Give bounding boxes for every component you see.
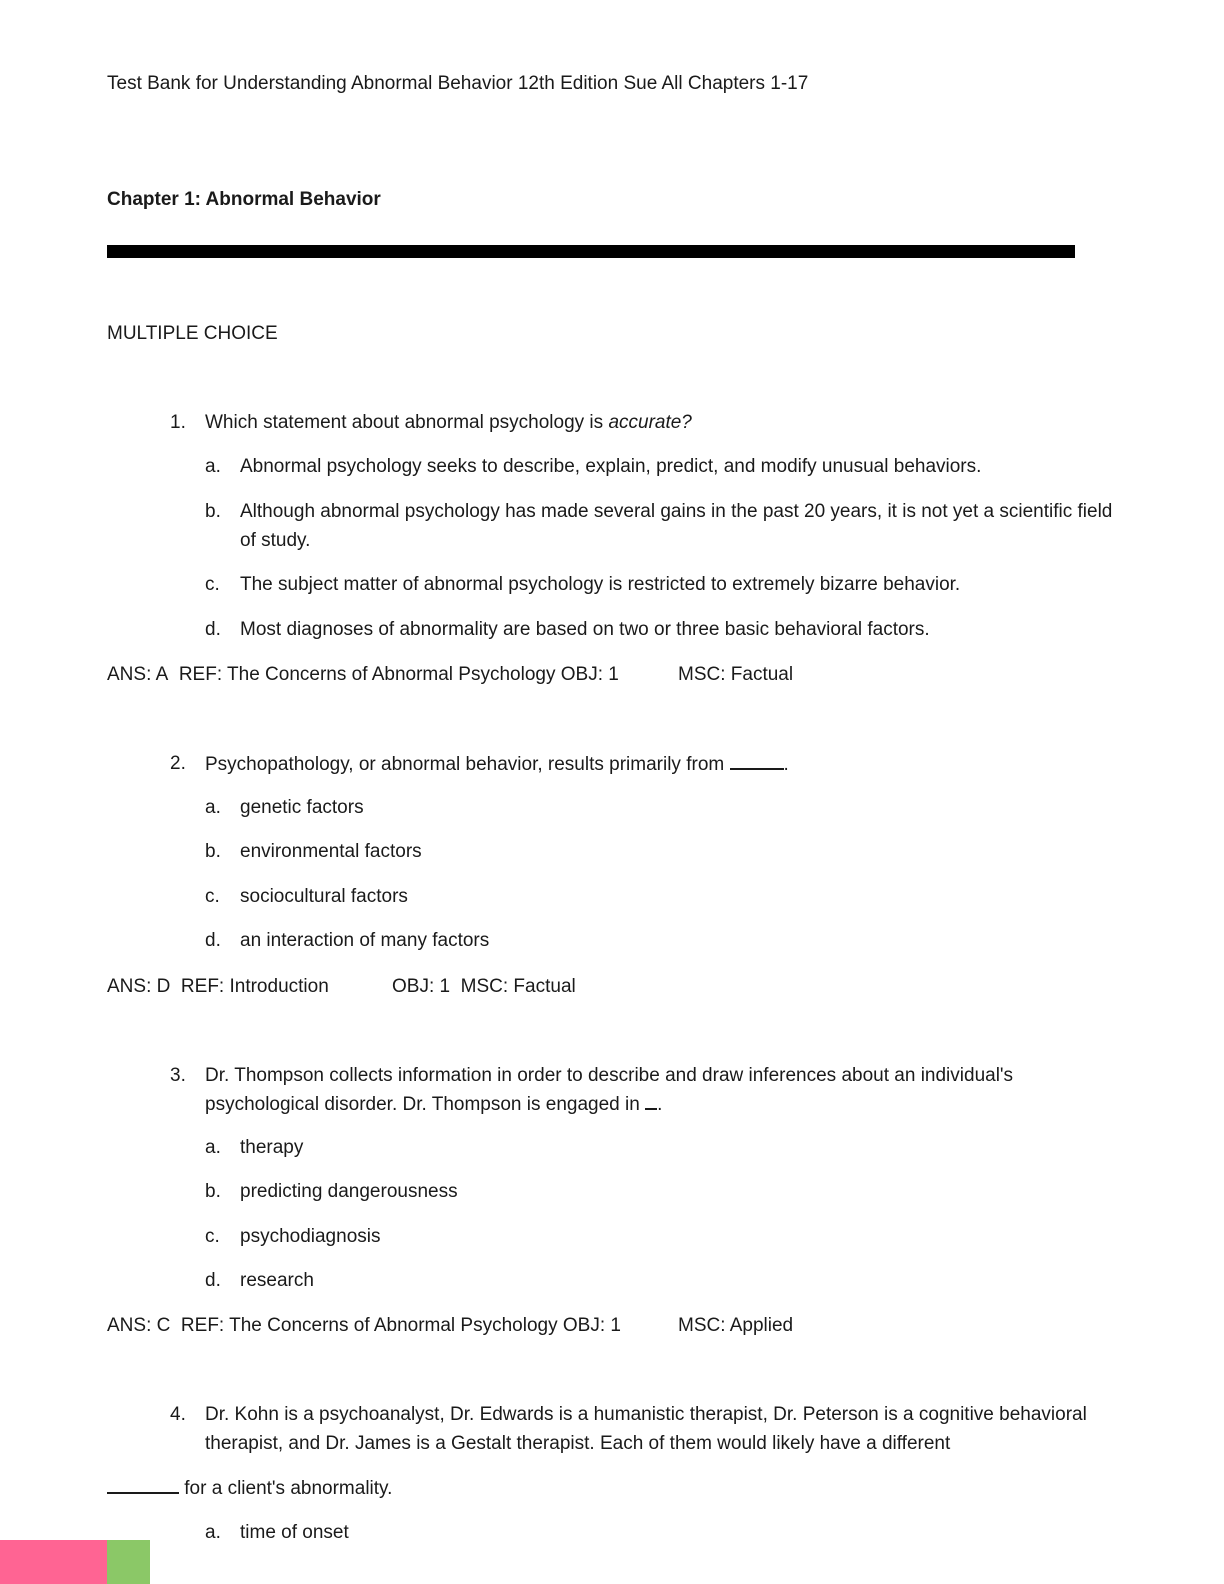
option-text: The subject matter of abnormal psychology is restricted to extremely bizarre behavior. xyxy=(240,574,961,595)
option-letter: d. xyxy=(205,930,221,951)
answer-key: ANS: A REF: The Concerns of Abnormal Psychology OBJ: 1 xyxy=(107,664,619,685)
option-letter: d. xyxy=(205,1270,221,1291)
option-letter: d. xyxy=(205,619,221,640)
document-header: Test Bank for Understanding Abnormal Behavior 12th Edition Sue All Chapters 1-17 xyxy=(107,73,809,94)
option-letter: a. xyxy=(205,456,221,477)
option-letter: b. xyxy=(205,841,221,862)
option-letter: b. xyxy=(205,1181,221,1202)
option-text: Most diagnoses of abnormality are based on two or three basic behavioral factors. xyxy=(240,619,930,640)
option-text: Although abnormal psychology has made several gains in the past 20 years, it is not yet a scientific field of study. xyxy=(240,501,1113,551)
question-text-line1: Dr. Kohn is a psychoanalyst, Dr. Edwards is a humanistic therapist, Dr. Peterson is a cognitive behavioral xyxy=(205,1404,1087,1425)
answer-obj: OBJ: 1 MSC: Factual xyxy=(392,976,576,997)
option-text: an interaction of many factors xyxy=(240,930,490,951)
question-number: 1. xyxy=(170,412,186,433)
option-letter: a. xyxy=(205,1137,221,1158)
option-text: psychodiagnosis xyxy=(240,1226,381,1247)
question-text-line1: Dr. Thompson collects information in order to describe and draw inferences about an individual's xyxy=(205,1065,1014,1086)
option-text: time of onset xyxy=(240,1522,349,1543)
option-text: therapy xyxy=(240,1137,304,1158)
section-title: MULTIPLE CHOICE xyxy=(107,323,278,344)
option-text: predicting dangerousness xyxy=(240,1181,458,1202)
question-text-line3: for a client's abnormality. xyxy=(107,1477,392,1500)
chapter-title: Chapter 1: Abnormal Behavior xyxy=(107,189,381,210)
question-text: Psychopathology, or abnormal behavior, results primarily from . xyxy=(205,754,789,775)
option-text: Abnormal psychology seeks to describe, explain, predict, and modify unusual behaviors. xyxy=(240,456,982,477)
option-letter: a. xyxy=(205,1522,221,1543)
question-number: 3. xyxy=(170,1065,186,1086)
footer-green-bar xyxy=(107,1540,150,1584)
footer-pink-bar xyxy=(0,1540,107,1584)
option-letter: a. xyxy=(205,797,221,818)
question-text: Which statement about abnormal psychology is accurate? xyxy=(205,412,692,433)
option-letter: b. xyxy=(205,501,221,522)
question-number: 4. xyxy=(170,1404,186,1425)
answer-key: ANS: D REF: Introduction xyxy=(107,976,329,997)
option-text: environmental factors xyxy=(240,841,422,862)
divider-rule xyxy=(107,245,1075,258)
option-letter: c. xyxy=(205,1226,220,1247)
option-text: genetic factors xyxy=(240,797,364,818)
option-text: research xyxy=(240,1270,314,1291)
question-number: 2. xyxy=(170,753,186,774)
question-text-line2: therapist, and Dr. James is a Gestalt therapist. Each of them would likely have a different xyxy=(205,1433,951,1454)
option-text: sociocultural factors xyxy=(240,886,408,907)
answer-msc: MSC: Factual xyxy=(678,664,794,685)
option-letter: c. xyxy=(205,886,220,907)
question-text-line2: psychological disorder. Dr. Thompson is engaged in . xyxy=(205,1094,663,1115)
answer-key: ANS: C REF: The Concerns of Abnormal Psychology OBJ: 1 xyxy=(107,1315,621,1336)
answer-msc: MSC: Applied xyxy=(678,1315,794,1336)
option-letter: c. xyxy=(205,574,220,595)
